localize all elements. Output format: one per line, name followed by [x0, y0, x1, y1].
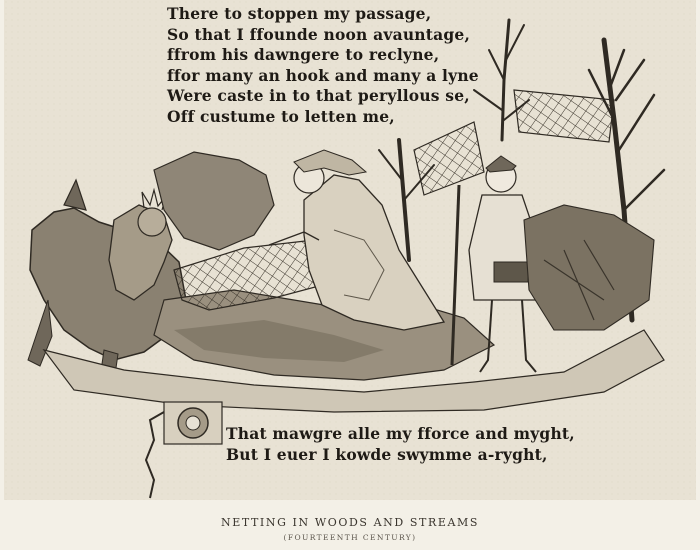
manuscript-line: That mawgre alle my fforce and myght,: [226, 424, 575, 443]
manuscript-line: ffor many an hook and many a lyne: [167, 65, 479, 85]
manuscript-line: Off custume to letten me,: [167, 106, 395, 126]
plate-caption: NETTING IN WOODS AND STREAMS: [220, 516, 480, 529]
plate-subcaption: (FOURTEENTH CENTURY): [283, 533, 417, 542]
manuscript-text-top: [167, 4, 479, 127]
manuscript-plate: [4, 0, 696, 500]
manuscript-line: So that I ffounde noon avauntage,: [167, 24, 471, 44]
manuscript-line: Were caste in to that peryllous se,: [167, 86, 470, 105]
manuscript-text-bottom: [226, 424, 575, 465]
manuscript-line: ffrom his dawngere to reclyne,: [167, 45, 440, 64]
manuscript-line: But I euer I kowde swymme a-ryght,: [226, 444, 548, 464]
manuscript-line: There to stoppen my passage,: [167, 4, 432, 23]
